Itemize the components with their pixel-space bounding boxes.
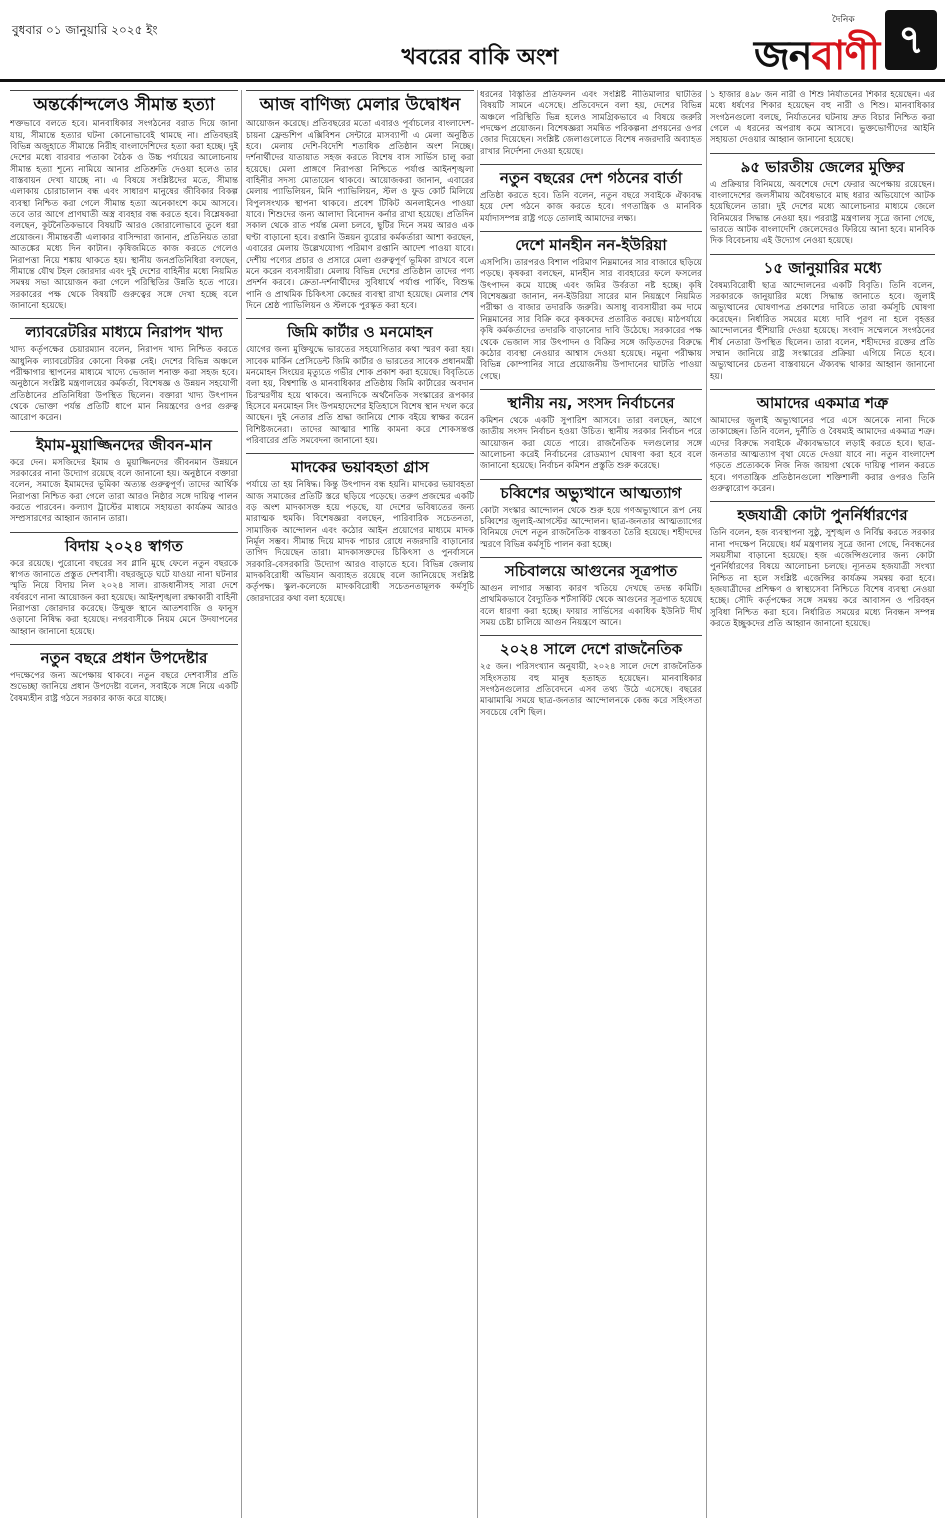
article-uprising	[480, 479, 702, 551]
article-body: ধরনের বিস্তৃতির প্রতিফলন এবং সংশ্লিষ্ট নীতিমালার ঘাটতির বিষয়টি সামনে এসেছে। প্রতিবেদনে বলা হয়, দেশের বিভিন্ন অঞ্চলে পরিস্থিতি ভিন্ন হলেও সামগ্রিকভাবে এ বিষয়ে জরুরি পদক্ষেপ প্রয়োজন। বিশেষজ্ঞরা সমন্বিত পরিকল্পনা প্রণয়নের ওপর জোর দিয়েছেন। সংশ্লিষ্ট জেলাগুলোতে বিশেষ নজরদারি অব্যাহত রাখার নির্দেশনা দেওয়া হয়েছে।	[480, 90, 702, 157]
section-title: খবরের বাকি অংশ	[401, 44, 559, 70]
article-body: প্রতিষ্ঠা করতে হবে। তিনি বলেন, নতুন বছরে সবাইকে ঐক্যবদ্ধ হয়ে দেশ গঠনে কাজ করতে হবে। গণতান্ত্রিক ও মানবিক মর্যাদাসম্পন্ন রাষ্ট্র গড়ে তোলাই আমাদের লক্ষ্য।	[480, 191, 702, 224]
article-fertilizer	[480, 231, 702, 383]
column-divider	[706, 90, 707, 1518]
article-hajj-quota	[710, 501, 935, 630]
article-body: খাদ্য কর্তৃপক্ষের চেয়ারম্যান বলেন, নিরাপদ খাদ্য নিশ্চিত করতে আধুনিক ল্যাবরেটরির কোনো বিকল্প নেই। দেশের বিভিন্ন অঞ্চলে পরীক্ষাগার স্থাপনের মাধ্যমে খাদ্যে ভেজাল শনাক্ত করা সহজ হবে। অনুষ্ঠানে সংশ্লিষ্ট মন্ত্রণালয়ের কর্মকর্তা, বিশেষজ্ঞ ও উন্নয়ন সহযোগী প্রতিষ্ঠানের প্রতিনিধিরা উপস্থিত ছিলেন। বক্তারা খাদ্য উৎপাদন থেকে ভোক্তা পর্যন্ত প্রতিটি ধাপে মান নিয়ন্ত্রণের ওপর গুরুত্ব আরোপ করেন।	[10, 345, 238, 424]
article-border-killing	[10, 90, 238, 312]
article-continued	[710, 90, 935, 147]
headline: ১৫ জানুয়ারির মধ্যে	[710, 254, 935, 281]
logo-part-1: জন	[754, 32, 812, 79]
headline: জিমি কার্টার ও মনমোহন	[246, 318, 474, 345]
column-divider	[241, 90, 242, 1518]
headline: নতুন বছরে প্রধান উপদেষ্টার	[10, 644, 238, 671]
column-4	[710, 90, 935, 1518]
headline: ৯৫ ভারতীয় জেলের মুক্তির	[710, 153, 935, 180]
article-indian-fishermen	[710, 153, 935, 248]
headline: দেশে মানহীন নন-ইউরিয়া	[480, 231, 702, 258]
article-body: পদক্ষেপের জন্য অপেক্ষায় থাকবে। নতুন বছরে দেশবাসীর প্রতি শুভেচ্ছা জানিয়ে প্রধান উপদেষ্টা বলেন, সবাইকে সঙ্গে নিয়ে একটি বৈষম্যহীন রাষ্ট্র গঠনে সরকার কাজ করে যাচ্ছে।	[10, 671, 238, 704]
article-body: কোটা সংস্কার আন্দোলন থেকে শুরু হয়ে গণঅভ্যুত্থানে রূপ নেয় চব্বিশের জুলাই-আগস্টের আন্দোলন। ছাত্র-জনতার আত্মত্যাগের বিনিময়ে দেশে নতুন রাজনৈতিক বাস্তবতা তৈরি হয়েছে। শহীদদের স্মরণে বিভিন্ন কর্মসূচি পালন করা হচ্ছে।	[480, 505, 702, 550]
article-body: করে রয়েছে। পুরোনো বছরের সব গ্লানি মুছে ফেলে নতুন বছরকে স্বাগত জানাতে প্রস্তুত দেশবাসী। বছরজুড়ে ঘটে যাওয়া নানা ঘটনার স্মৃতি নিয়ে বিদায় নিল ২০২৪ সাল। রাজধানীসহ সারা দেশে বর্ষবরণে নানা আয়োজন করা হয়েছে। আইনশৃঙ্খলা রক্ষাকারী বাহিনী নিরাপত্তা জোরদার করেছে। উন্মুক্ত স্থানে আতশবাজি ও ফানুস ওড়ানো নিষিদ্ধ করা হয়েছে। নগরবাসীকে নিয়ম মেনে উদযাপনের আহ্বান জানানো হয়েছে।	[10, 558, 238, 637]
headline: আজ বাণিজ্য মেলার উদ্বোধন	[246, 90, 474, 119]
headline: স্থানীয় নয়, সংসদ নির্বাচনের	[480, 389, 702, 416]
article-body: কমিশন থেকে একটি সুপারিশ আসবে। তারা বলছেন, আগে জাতীয় সংসদ নির্বাচন হওয়া উচিত। স্থানীয় সরকার নির্বাচন পরে আয়োজন করা যেতে পারে। রাজনৈতিক দলগুলোর সঙ্গে আলোচনা করেই নির্বাচনের রোডম্যাপ ঘোষণা করা হবে বলে জানানো হয়েছে। নির্বাচন কমিশন প্রস্তুতি শুরু করেছে।	[480, 415, 702, 472]
article-body: করে দেন। মসজিদের ইমাম ও মুয়াজ্জিনদের জীবনমান উন্নয়নে সরকারের নানা উদ্যোগ রয়েছে বলে জানানো হয়। অনুষ্ঠানে বক্তারা বলেন, সমাজে ইমামদের ভূমিকা অত্যন্ত গুরুত্বপূর্ণ। তাদের আর্থিক নিরাপত্তা নিশ্চিত করা গেলে তারা আরও নিষ্ঠার সঙ্গে দায়িত্ব পালন করতে পারবেন। কল্যাণ ট্রাস্টের মাধ্যমে সহায়তা কার্যক্রম আরও সম্প্রসারণের আহ্বান জানান তারা।	[10, 457, 238, 525]
article-body: যোগের জন্য মুক্তিযুদ্ধে ভারতের সহযোগিতার কথা স্মরণ করা হয়। সাবেক মার্কিন প্রেসিডেন্ট জিমি কার্টার ও ভারতের সাবেক প্রধানমন্ত্রী মনমোহন সিংয়ের মৃত্যুতে গভীর শোক প্রকাশ করা হয়েছে। বিবৃতিতে বলা হয়, বিশ্বশান্তি ও মানবাধিকার প্রতিষ্ঠায় জিমি কার্টারের অবদান চিরস্মরণীয় হয়ে থাকবে। অন্যদিকে অর্থনৈতিক সংস্কারের রূপকার হিসেবে মনমোহন সিং উপমহাদেশের ইতিহাসে বিশেষ স্থান দখল করে আছেন। দুই নেতার প্রতি শ্রদ্ধা জানিয়ে শোক বইয়ে স্বাক্ষর করেন বিশিষ্টজনেরা। তাদের আত্মার শান্তি কামনা করে শোকসন্তপ্ত পরিবারের প্রতি সমবেদনা জানানো হয়।	[246, 345, 474, 446]
headline: চব্বিশের অভ্যুত্থানে আত্মত্যাগ	[480, 479, 702, 506]
issue-date: বুধবার ০১ জানুয়ারি ২০২৫ ইং	[12, 23, 158, 37]
article-body: বৈষম্যবিরোধী ছাত্র আন্দোলনের একটি বিবৃতি। তিনি বলেন, সরকারকে জানুয়ারির মধ্যে সিদ্ধান্ত জানাতে হবে। জুলাই অভ্যুত্থানের ঘোষণাপত্র প্রকাশের দাবিতে তারা কর্মসূচি ঘোষণা করেছেন। নির্ধারিত সময়ের মধ্যে দাবি পূরণ না হলে বৃহত্তর আন্দোলনের হুঁশিয়ারি দেওয়া হয়েছে। সংবাদ সম্মেলনে সংগঠনের শীর্ষ নেতারা উপস্থিত ছিলেন। তারা বলেন, শহীদদের রক্তের প্রতি সম্মান জানিয়ে রাষ্ট্র সংস্কারের প্রক্রিয়া এগিয়ে নিতে হবে। অভ্যুত্থানের চেতনা বাস্তবায়নে ঐক্যবদ্ধ থাকার আহ্বান জানানো হয়।	[710, 280, 935, 382]
logo-small-text: দৈনিক	[832, 15, 855, 25]
article-january-15	[710, 254, 935, 383]
article-trade-fair	[246, 90, 474, 312]
newspaper-logo	[754, 10, 880, 79]
article-continued	[480, 90, 702, 158]
headline: সচিবালয়ে আগুনের সূত্রপাত	[480, 557, 702, 584]
headline: অন্তর্কোন্দলেও সীমান্ত হত্যা	[10, 90, 238, 119]
headline: ল্যাবরেটরির মাধ্যমে নিরাপদ খাদ্য	[10, 318, 238, 345]
article-drugs	[246, 453, 474, 605]
headline: মাদকের ভয়াবহতা গ্রাস	[246, 453, 474, 480]
page-content	[10, 90, 935, 1518]
article-body: আগুন লাগার সম্ভাব্য কারণ খতিয়ে দেখছে তদন্ত কমিটি। প্রাথমিকভাবে বৈদ্যুতিক শর্টসার্কিট থেকে আগুনের সূত্রপাত হয়েছে বলে ধারণা করা হচ্ছে। ফায়ার সার্ভিসের একাধিক ইউনিট দীর্ঘ সময় চেষ্টা চালিয়ে আগুন নিয়ন্ত্রণে আনে।	[480, 583, 702, 628]
article-body: ২৫ জন। পরিসংখ্যান অনুযায়ী, ২০২৪ সালে দেশে রাজনৈতিক সহিংসতায় বহু মানুষ হতাহত হয়েছেন। মানবাধিকার সংগঠনগুলোর প্রতিবেদনে এসব তথ্য উঠে এসেছে। বছরের মাঝামাঝি সময়ে ছাত্র-জনতার আন্দোলনকে কেন্দ্র করে সহিংসতা সবচেয়ে বেশি ছিল।	[480, 662, 702, 718]
article-new-year-message	[480, 164, 702, 225]
article-body: পর্যায়ে তা হয় নিষিদ্ধ। কিন্তু উৎপাদন বন্ধ হয়নি। মাদকের ভয়াবহতা আজ সমাজের প্রতিটি স্তরে ছড়িয়ে পড়েছে। তরুণ প্রজন্মের একটি বড় অংশ মাদকাসক্ত হয়ে পড়ছে, যা দেশের ভবিষ্যতের জন্য মারাত্মক হুমকি। বিশেষজ্ঞরা বলছেন, পারিবারিক সচেতনতা, সামাজিক আন্দোলন এবং কঠোর আইন প্রয়োগের মাধ্যমে মাদক নির্মূল সম্ভব। সীমান্ত দিয়ে মাদক পাচার রোধে নজরদারি বাড়ানোর তাগিদ দিয়েছেন তারা। মাদকাসক্তদের চিকিৎসা ও পুনর্বাসনে সরকারি-বেসরকারি উদ্যোগ আরও বাড়াতে হবে। বিভিন্ন জেলায় মাদকবিরোধী অভিযান অব্যাহত রয়েছে বলে জানিয়েছে সংশ্লিষ্ট কর্তৃপক্ষ। স্কুল-কলেজে মাদকবিরোধী সচেতনতামূলক কর্মসূচি জোরদারের কথা বলা হয়েছে।	[246, 480, 474, 604]
masthead	[0, 0, 945, 82]
logo-part-2: বাণী	[811, 32, 880, 79]
headline: হজযাত্রী কোটা পুনর্নির্ধারণের	[710, 501, 935, 528]
column-3	[480, 90, 702, 1518]
page-number: ৭	[885, 10, 937, 70]
article-carter-manmohan	[246, 318, 474, 447]
headline: বিদায় ২০২৪ স্বাগত	[10, 532, 238, 559]
article-chief-adviser	[10, 644, 238, 705]
column-divider	[477, 90, 478, 1518]
article-safe-food	[10, 318, 238, 424]
article-body: ১ হাজার ৪৯৮ জন নারী ও শিশু নির্যাতনের শিকার হয়েছেন। এর মধ্যে ধর্ষণের শিকার হয়েছেন বহু নারী ও শিশু। মানবাধিকার সংগঠনগুলো বলছে, নির্যাতনের ঘটনায় দ্রুত বিচার নিশ্চিত করা গেলে এ ধরনের অপরাধ কমে আসবে। ভুক্তভোগীদের আইনি সহায়তা দেওয়ার আহ্বান জানানো হয়েছে।	[710, 90, 935, 146]
article-body: এ প্রক্রিয়ার বিনিময়ে, অবশেষে দেশে ফেরার অপেক্ষায় রয়েছেন। বাংলাদেশের জলসীমায় অবৈধভাবে মাছ ধরার অভিযোগে আটক হয়েছিলেন তারা। দুই দেশের মধ্যে আলোচনার মাধ্যমে জেলে বিনিময়ের সিদ্ধান্ত নেওয়া হয়। পররাষ্ট্র মন্ত্রণালয় সূত্রে জানা গেছে, ভারতে আটক বাংলাদেশি জেলেদেরও ফিরিয়ে আনা হবে। মানবিক দিক বিবেচনায় এই উদ্যোগ নেওয়া হয়েছে।	[710, 179, 935, 247]
headline: নতুন বছরের দেশ গঠনের বার্তা	[480, 164, 702, 191]
article-farewell-2024	[10, 532, 238, 638]
headline: ইমাম-মুয়াজ্জিনদের জীবন-মান	[10, 431, 238, 458]
article-body: আমাদের জুলাই অভ্যুত্থানের পরে এসে অনেকে নানা দিকে তাকাচ্ছেন। তিনি বলেন, দুর্নীতি ও বৈষম্যই আমাদের একমাত্র শত্রু। এদের বিরুদ্ধে সবাইকে ঐক্যবদ্ধভাবে লড়াই করতে হবে। ছাত্র-জনতার আত্মত্যাগ বৃথা যেতে দেওয়া যাবে না। নতুন বাংলাদেশ গড়তে প্রত্যেককে নিজ নিজ জায়গা থেকে দায়িত্ব পালন করতে হবে। গণতান্ত্রিক প্রতিষ্ঠানগুলো শক্তিশালী করার ওপরও তিনি গুরুত্বারোপ করেন।	[710, 415, 935, 494]
headline: ২০২৪ সালে দেশে রাজনৈতিক	[480, 635, 702, 662]
article-body: শক্তভাবে বলতে হবে। মানবাধিকার সংগঠনের বরাত দিয়ে জানা যায়, সীমান্তে হত্যার ঘটনা কোনোভাবেই থামছে না। প্রতিবছরই বিভিন্ন অজুহাতে সীমান্তে নিরীহ বাংলাদেশিদের হত্যা করা হচ্ছে। দুই দেশের মধ্যে বারবার পতাকা বৈঠক ও উচ্চ পর্যায়ের আলোচনায় সীমান্ত হত্যা শূন্যে নামিয়ে আনার প্রতিশ্রুতি দেওয়া হলেও তার বাস্তবায়ন দেখা যাচ্ছে না। এ বিষয়ে সংশ্লিষ্টদের মতে, সীমান্ত এলাকায় চোরাচালান বন্ধ এবং সাধারণ মানুষের জীবিকার বিকল্প ব্যবস্থা নিশ্চিত করা গেলে সীমান্ত হত্যা অনেকাংশে কমে আসবে। তবে তার আগে প্রাণঘাতী অস্ত্র ব্যবহার বন্ধ করতে হবে। বিশ্লেষকরা বলছেন, কূটনৈতিকভাবে বিষয়টি আরও জোরালোভাবে তুলে ধরা প্রয়োজন। সীমান্তবর্তী এলাকার বাসিন্দারা জানান, প্রতিনিয়ত তারা আতঙ্কের মধ্যে দিন কাটান। কৃষিজমিতে কাজ করতে গেলেও নিরাপত্তা নিয়ে শঙ্কায় থাকতে হয়। স্থানীয় জনপ্রতিনিধিরা বলছেন, সীমান্তে যৌথ টহল জোরদার এবং দুই দেশের বাহিনীর মধ্যে নিয়মিত সমন্বয় সভা আয়োজন করা গেলে পরিস্থিতির উন্নতি হতে পারে। সরকারের পক্ষ থেকে বিষয়টি গুরুত্বের সঙ্গে দেখা হচ্ছে বলে জানানো হয়েছে।	[10, 119, 238, 311]
article-body: তিনি বলেন, হজ ব্যবস্থাপনা সুষ্ঠু, সুশৃঙ্খল ও নির্বিঘ্ন করতে সরকার নানা পদক্ষেপ নিয়েছে। ধর্ম মন্ত্রণালয় সূত্রে জানা গেছে, নিবন্ধনের সময়সীমা বাড়ানো হয়েছে। হজ এজেন্সিগুলোর জন্য কোটা পুনর্নির্ধারণের বিষয়ে আলোচনা চলছে। ন্যূনতম হজযাত্রী সংখ্যা নিশ্চিত না হলে সংশ্লিষ্ট এজেন্সির কার্যক্রম সমন্বয় করা হবে। হজযাত্রীদের প্রশিক্ষণ ও স্বাস্থ্যসেবা নিশ্চিতে বিশেষ ব্যবস্থা নেওয়া হচ্ছে। সৌদি কর্তৃপক্ষের সঙ্গে সমন্বয় করে আবাসন ও পরিবহন সুবিধা নিশ্চিত করা হবে। নির্ধারিত সময়ের মধ্যে নিবন্ধন সম্পন্ন করতে ইচ্ছুকদের প্রতি আহ্বান জানানো হয়েছে।	[710, 528, 935, 630]
headline: আমাদের একমাত্র শত্রু	[710, 389, 935, 416]
column-2	[246, 90, 474, 1518]
article-imam	[10, 431, 238, 526]
column-1	[10, 90, 238, 1518]
article-election	[480, 389, 702, 473]
article-body: এসপিসি। তারপরও বিশাল পরিমাণ নিম্নমানের সার বাজারে ছড়িয়ে পড়ছে। কৃষকরা বলছেন, মানহীন সার ব্যবহারের ফলে ফসলের উৎপাদন কমে যাচ্ছে এবং জমির উর্বরতা নষ্ট হচ্ছে। কৃষি বিশেষজ্ঞরা জানান, নন-ইউরিয়া সারের মান নিয়ন্ত্রণে নিয়মিত পরীক্ষা ও বাজার তদারকি জরুরি। অসাধু ব্যবসায়ীরা কম দামে নিম্নমানের সার বিক্রি করে কৃষকদের প্রতারিত করছে। মাঠপর্যায়ে কৃষি কর্মকর্তাদের তদারকি বাড়ানোর দাবি উঠেছে। সরকারের পক্ষ থেকে ভেজাল সার উৎপাদন ও বিক্রির সঙ্গে জড়িতদের বিরুদ্ধে কঠোর ব্যবস্থা নেওয়ার আশ্বাস দেওয়া হয়েছে। নমুনা পরীক্ষায় বিভিন্ন কোম্পানির সারে প্রয়োজনীয় উপাদানের ঘাটতি পাওয়া গেছে।	[480, 258, 702, 382]
article-political-2024	[480, 635, 702, 719]
article-only-enemy	[710, 389, 935, 495]
article-body: আয়োজন করেছে। প্রতিবছরের মতো এবারও পূর্বাচলের বাংলাদেশ-চায়না ফ্রেন্ডশিপ এক্সিবিশন সেন্টারে মাসব্যাপী এ মেলা অনুষ্ঠিত হবে। মেলায় দেশি-বিদেশি শতাধিক প্রতিষ্ঠান অংশ নিচ্ছে। দর্শনার্থীদের যাতায়াত সহজ করতে বিশেষ বাস সার্ভিস চালু করা হয়েছে। মেলা প্রাঙ্গণে নিরাপত্তা নিশ্চিতে পর্যাপ্ত আইনশৃঙ্খলা বাহিনীর সদস্য মোতায়েন থাকবে। আয়োজকরা জানান, এবারের মেলায় প্যাভিলিয়ন, মিনি প্যাভিলিয়ন, স্টল ও ফুড কোর্ট মিলিয়ে বিপুলসংখ্যক স্থাপনা থাকবে। প্রবেশ টিকিট অনলাইনেও পাওয়া যাবে। শিশুদের জন্য আলাদা বিনোদন কর্নার রাখা হয়েছে। প্রতিদিন সকাল থেকে রাত পর্যন্ত মেলা চলবে, ছুটির দিনে সময় আরও এক ঘণ্টা বাড়ানো হবে। রপ্তানি উন্নয়ন ব্যুরোর কর্মকর্তারা আশা করছেন, এবারের মেলায় উল্লেখযোগ্য পরিমাণ রপ্তানি আদেশ পাওয়া যাবে। দেশীয় পণ্যের প্রচার ও প্রসারে মেলা গুরুত্বপূর্ণ ভূমিকা রাখবে বলে মনে করেন ব্যবসায়ীরা। মেলায় বিভিন্ন দেশের প্রতিষ্ঠান তাদের পণ্য প্রদর্শন করবে। ক্রেতা-দর্শনার্থীদের সুবিধার্থে পর্যাপ্ত পার্কিং, বিশুদ্ধ পানি ও প্রাথমিক চিকিৎসা কেন্দ্রের ব্যবস্থা রাখা হয়েছে। মেলার শেষ দিনে শ্রেষ্ঠ প্যাভিলিয়ন ও স্টলকে পুরস্কৃত করা হবে।	[246, 119, 474, 311]
article-secretariat-fire	[480, 557, 702, 629]
